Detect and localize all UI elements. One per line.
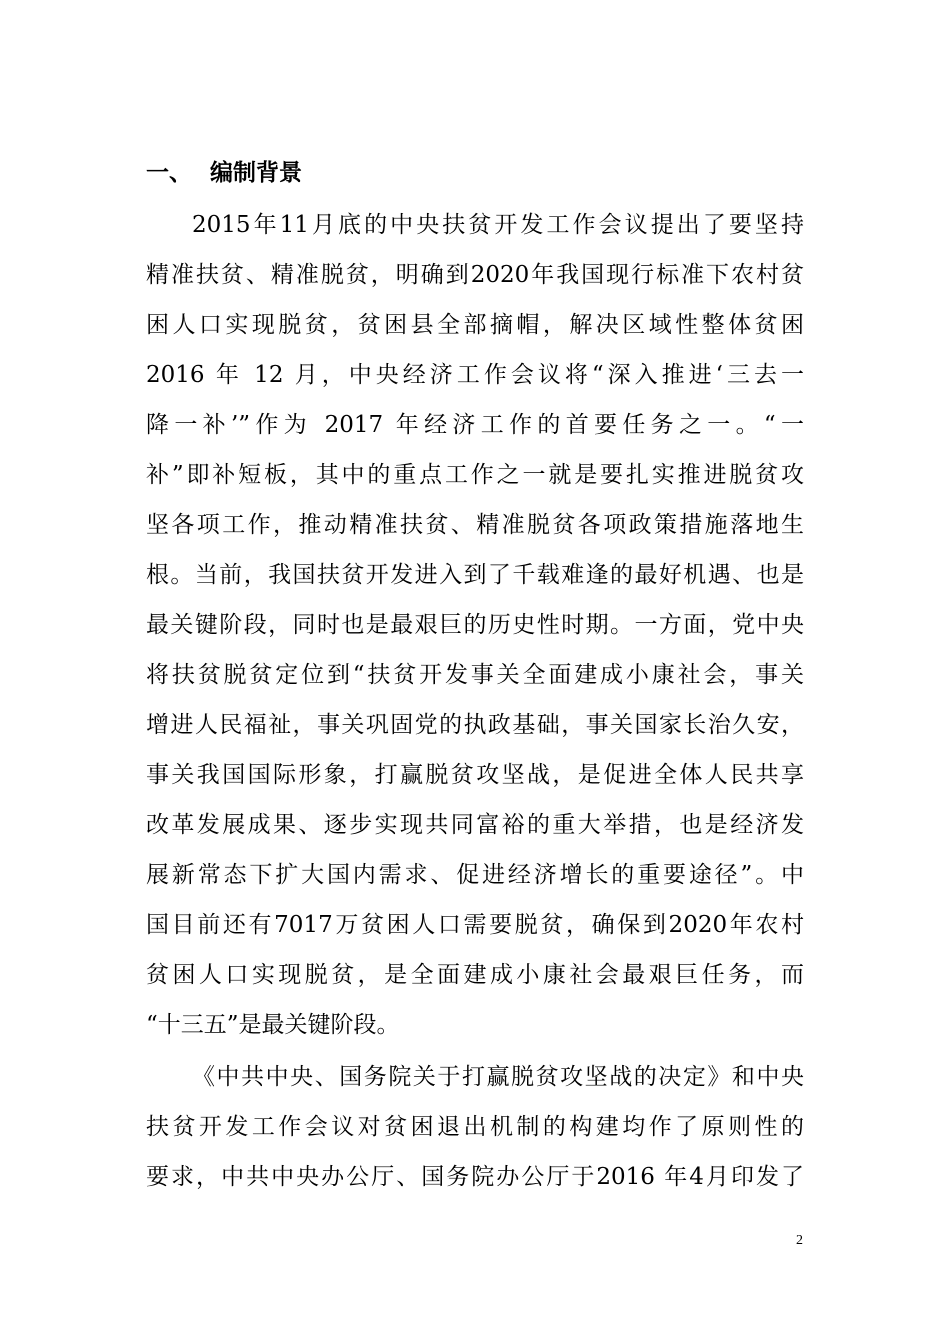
section-number: 一、 — [146, 160, 192, 186]
paragraph-line: “十三五”是最关键阶段。 — [146, 1012, 400, 1038]
paragraph-line: 贫困人口实现脱贫，是全面建成小康社会最艰巨任务，而 — [146, 962, 804, 988]
paragraph-line: 最关键阶段，同时也是最艰巨的历史性时期。一方面，党中央 — [146, 612, 804, 638]
paragraph-line: 坚各项工作，推动精准扶贫、精准脱贫各项政策措施落地生 — [146, 512, 804, 538]
paragraph-line: 根。当前，我国扶贫开发进入到了千载难逢的最好机遇、也是 — [146, 562, 804, 588]
paragraph-line: 精准扶贫、精准脱贫，明确到2020年我国现行标准下农村贫 — [146, 262, 804, 288]
paragraph-line: 补”即补短板，其中的重点工作之一就是要扎实推进脱贫攻 — [146, 462, 804, 488]
paragraph-line: 降一补’”作为 2017 年经济工作的首要任务之一。“一 — [146, 412, 804, 438]
paragraph-line: 事关我国国际形象，打赢脱贫攻坚战，是促进全体人民共享 — [146, 762, 804, 788]
paragraph-line: 2016 年 12 月，中央经济工作会议将“深入推进‘三去一 — [146, 362, 804, 388]
paragraph-line: 展新常态下扩大国内需求、促进经济增长的重要途径”。中 — [146, 862, 804, 888]
paragraph-line: 扶贫开发工作会议对贫困退出机制的构建均作了原则性的 — [146, 1114, 804, 1140]
paragraph-line: 国目前还有7017万贫困人口需要脱贫，确保到2020年农村 — [146, 912, 804, 938]
paragraph-line: 要求，中共中央办公厅、国务院办公厅于2016 年4月印发了 — [146, 1164, 804, 1190]
paragraph-line: 2015年11月底的中央扶贫开发工作会议提出了要坚持 — [192, 212, 804, 238]
section-heading — [146, 155, 302, 191]
paragraph-line: 困人口实现脱贫，贫困县全部摘帽，解决区域性整体贫困 — [146, 312, 804, 338]
paragraph-line: 将扶贫脱贫定位到“扶贫开发事关全面建成小康社会，事关 — [146, 662, 804, 688]
paragraph-line: 增进人民福祉，事关巩固党的执政基础，事关国家长治久安， — [146, 712, 804, 738]
paragraph-line: 《中共中央、国务院关于打赢脱贫攻坚战的决定》和中央 — [192, 1064, 804, 1090]
section-title: 编制背景 — [210, 160, 302, 186]
page-number: 2 — [796, 1233, 803, 1248]
paragraph-line: 改革发展成果、逐步实现共同富裕的重大举措，也是经济发 — [146, 812, 804, 838]
